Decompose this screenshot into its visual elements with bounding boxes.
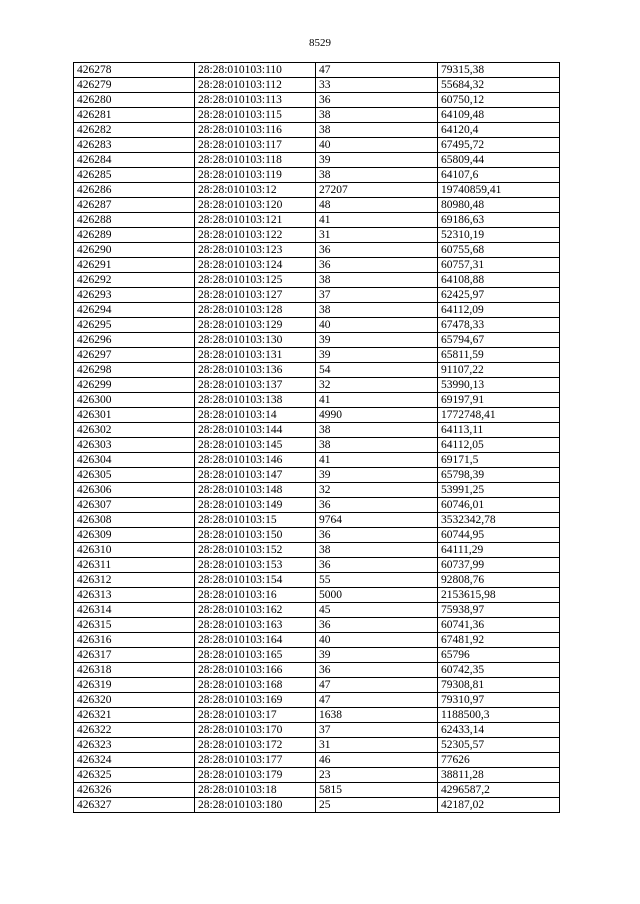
area-cell: 40 <box>316 633 438 648</box>
area-cell: 55 <box>316 573 438 588</box>
area-cell: 36 <box>316 258 438 273</box>
area-cell: 36 <box>316 558 438 573</box>
value-cell: 2153615,98 <box>438 588 560 603</box>
record-number-cell: 426308 <box>74 513 195 528</box>
table-row <box>74 798 560 813</box>
table-row <box>74 228 560 243</box>
value-cell: 60744,95 <box>438 528 560 543</box>
table-row <box>74 168 560 183</box>
area-cell: 47 <box>316 63 438 78</box>
cadastral-number-cell: 28:28:010103:168 <box>195 678 316 693</box>
table-row <box>74 498 560 513</box>
table-row <box>74 768 560 783</box>
cadastral-number-cell: 28:28:010103:144 <box>195 423 316 438</box>
value-cell: 60737,99 <box>438 558 560 573</box>
value-cell: 1188500,3 <box>438 708 560 723</box>
value-cell: 64113,11 <box>438 423 560 438</box>
value-cell: 67481,92 <box>438 633 560 648</box>
record-number-cell: 426320 <box>74 693 195 708</box>
table-row <box>74 273 560 288</box>
area-cell: 27207 <box>316 183 438 198</box>
area-cell: 38 <box>316 168 438 183</box>
value-cell: 91107,22 <box>438 363 560 378</box>
value-cell: 64112,09 <box>438 303 560 318</box>
table-row <box>74 153 560 168</box>
value-cell: 64111,29 <box>438 543 560 558</box>
value-cell: 69186,63 <box>438 213 560 228</box>
area-cell: 47 <box>316 693 438 708</box>
table-row <box>74 513 560 528</box>
record-number-cell: 426305 <box>74 468 195 483</box>
table-row <box>74 63 560 78</box>
value-cell: 65796 <box>438 648 560 663</box>
cadastral-number-cell: 28:28:010103:172 <box>195 738 316 753</box>
cadastral-number-cell: 28:28:010103:179 <box>195 768 316 783</box>
table-row <box>74 753 560 768</box>
record-number-cell: 426313 <box>74 588 195 603</box>
cadastral-number-cell: 28:28:010103:110 <box>195 63 316 78</box>
value-cell: 60755,68 <box>438 243 560 258</box>
record-number-cell: 426289 <box>74 228 195 243</box>
table-row <box>74 318 560 333</box>
record-number-cell: 426319 <box>74 678 195 693</box>
area-cell: 41 <box>316 213 438 228</box>
table-row <box>74 468 560 483</box>
value-cell: 79315,38 <box>438 63 560 78</box>
table-row <box>74 108 560 123</box>
record-number-cell: 426290 <box>74 243 195 258</box>
area-cell: 4990 <box>316 408 438 423</box>
record-number-cell: 426301 <box>74 408 195 423</box>
value-cell: 3532342,78 <box>438 513 560 528</box>
table-body <box>74 63 560 813</box>
record-number-cell: 426298 <box>74 363 195 378</box>
record-number-cell: 426314 <box>74 603 195 618</box>
value-cell: 92808,76 <box>438 573 560 588</box>
value-cell: 65794,67 <box>438 333 560 348</box>
value-cell: 64107,6 <box>438 168 560 183</box>
cadastral-number-cell: 28:28:010103:112 <box>195 78 316 93</box>
value-cell: 79308,81 <box>438 678 560 693</box>
area-cell: 23 <box>316 768 438 783</box>
value-cell: 69171,5 <box>438 453 560 468</box>
area-cell: 45 <box>316 603 438 618</box>
record-number-cell: 426303 <box>74 438 195 453</box>
table-row <box>74 303 560 318</box>
area-cell: 40 <box>316 318 438 333</box>
area-cell: 38 <box>316 543 438 558</box>
cadastral-number-cell: 28:28:010103:128 <box>195 303 316 318</box>
value-cell: 67478,33 <box>438 318 560 333</box>
record-number-cell: 426323 <box>74 738 195 753</box>
record-number-cell: 426327 <box>74 798 195 813</box>
record-number-cell: 426322 <box>74 723 195 738</box>
area-cell: 31 <box>316 228 438 243</box>
table-row <box>74 723 560 738</box>
cadastral-number-cell: 28:28:010103:136 <box>195 363 316 378</box>
area-cell: 54 <box>316 363 438 378</box>
cadastral-number-cell: 28:28:010103:116 <box>195 123 316 138</box>
record-number-cell: 426324 <box>74 753 195 768</box>
area-cell: 38 <box>316 423 438 438</box>
record-number-cell: 426302 <box>74 423 195 438</box>
area-cell: 38 <box>316 303 438 318</box>
value-cell: 60750,12 <box>438 93 560 108</box>
record-number-cell: 426317 <box>74 648 195 663</box>
record-number-cell: 426310 <box>74 543 195 558</box>
value-cell: 64120,4 <box>438 123 560 138</box>
cadastral-number-cell: 28:28:010103:147 <box>195 468 316 483</box>
value-cell: 19740859,41 <box>438 183 560 198</box>
table-row <box>74 558 560 573</box>
record-number-cell: 426311 <box>74 558 195 573</box>
value-cell: 42187,02 <box>438 798 560 813</box>
area-cell: 38 <box>316 123 438 138</box>
record-number-cell: 426306 <box>74 483 195 498</box>
area-cell: 39 <box>316 333 438 348</box>
table-row <box>74 603 560 618</box>
record-number-cell: 426284 <box>74 153 195 168</box>
cadastral-number-cell: 28:28:010103:17 <box>195 708 316 723</box>
record-number-cell: 426281 <box>74 108 195 123</box>
record-number-cell: 426304 <box>74 453 195 468</box>
cadastral-number-cell: 28:28:010103:169 <box>195 693 316 708</box>
record-number-cell: 426297 <box>74 348 195 363</box>
cadastral-number-cell: 28:28:010103:121 <box>195 213 316 228</box>
cadastral-number-cell: 28:28:010103:165 <box>195 648 316 663</box>
table-row <box>74 78 560 93</box>
record-number-cell: 426282 <box>74 123 195 138</box>
record-number-cell: 426325 <box>74 768 195 783</box>
cadastral-number-cell: 28:28:010103:145 <box>195 438 316 453</box>
table-row <box>74 288 560 303</box>
area-cell: 31 <box>316 738 438 753</box>
cadastral-number-cell: 28:28:010103:150 <box>195 528 316 543</box>
value-cell: 80980,48 <box>438 198 560 213</box>
table-row <box>74 588 560 603</box>
cadastral-number-cell: 28:28:010103:12 <box>195 183 316 198</box>
cadastral-number-cell: 28:28:010103:163 <box>195 618 316 633</box>
value-cell: 79310,97 <box>438 693 560 708</box>
area-cell: 39 <box>316 648 438 663</box>
cadastral-number-cell: 28:28:010103:177 <box>195 753 316 768</box>
table-row <box>74 708 560 723</box>
area-cell: 36 <box>316 618 438 633</box>
cadastral-number-cell: 28:28:010103:149 <box>195 498 316 513</box>
record-number-cell: 426307 <box>74 498 195 513</box>
table-row <box>74 348 560 363</box>
record-number-cell: 426291 <box>74 258 195 273</box>
cadastral-number-cell: 28:28:010103:148 <box>195 483 316 498</box>
record-number-cell: 426278 <box>74 63 195 78</box>
table-row <box>74 663 560 678</box>
value-cell: 64108,88 <box>438 273 560 288</box>
table-row <box>74 243 560 258</box>
cadastral-number-cell: 28:28:010103:153 <box>195 558 316 573</box>
value-cell: 65798,39 <box>438 468 560 483</box>
area-cell: 37 <box>316 723 438 738</box>
page-number: 8529 <box>309 37 331 49</box>
cadastral-number-cell: 28:28:010103:130 <box>195 333 316 348</box>
table-row <box>74 258 560 273</box>
cadastral-number-cell: 28:28:010103:119 <box>195 168 316 183</box>
cadastral-number-cell: 28:28:010103:113 <box>195 93 316 108</box>
value-cell: 75938,97 <box>438 603 560 618</box>
cadastral-number-cell: 28:28:010103:18 <box>195 783 316 798</box>
table-row <box>74 393 560 408</box>
table-row <box>74 783 560 798</box>
area-cell: 33 <box>316 78 438 93</box>
value-cell: 53991,25 <box>438 483 560 498</box>
cadastral-number-cell: 28:28:010103:125 <box>195 273 316 288</box>
table-row <box>74 198 560 213</box>
value-cell: 52310,19 <box>438 228 560 243</box>
value-cell: 1772748,41 <box>438 408 560 423</box>
cadastral-number-cell: 28:28:010103:129 <box>195 318 316 333</box>
area-cell: 36 <box>316 498 438 513</box>
table-row <box>74 693 560 708</box>
table-row <box>74 363 560 378</box>
cadastral-number-cell: 28:28:010103:131 <box>195 348 316 363</box>
value-cell: 52305,57 <box>438 738 560 753</box>
record-number-cell: 426286 <box>74 183 195 198</box>
table-row <box>74 678 560 693</box>
cadastral-number-cell: 28:28:010103:124 <box>195 258 316 273</box>
value-cell: 62425,97 <box>438 288 560 303</box>
area-cell: 9764 <box>316 513 438 528</box>
table-row <box>74 453 560 468</box>
table-row <box>74 543 560 558</box>
area-cell: 5815 <box>316 783 438 798</box>
table-row <box>74 333 560 348</box>
record-number-cell: 426316 <box>74 633 195 648</box>
table-row <box>74 618 560 633</box>
value-cell: 60742,35 <box>438 663 560 678</box>
record-number-cell: 426279 <box>74 78 195 93</box>
area-cell: 47 <box>316 678 438 693</box>
cadastral-number-cell: 28:28:010103:138 <box>195 393 316 408</box>
area-cell: 40 <box>316 138 438 153</box>
cadastral-number-cell: 28:28:010103:120 <box>195 198 316 213</box>
table-row <box>74 213 560 228</box>
area-cell: 41 <box>316 453 438 468</box>
record-number-cell: 426283 <box>74 138 195 153</box>
value-cell: 60746,01 <box>438 498 560 513</box>
area-cell: 32 <box>316 378 438 393</box>
table-row <box>74 423 560 438</box>
area-cell: 46 <box>316 753 438 768</box>
cadastral-number-cell: 28:28:010103:170 <box>195 723 316 738</box>
record-number-cell: 426296 <box>74 333 195 348</box>
record-number-cell: 426312 <box>74 573 195 588</box>
area-cell: 39 <box>316 348 438 363</box>
area-cell: 36 <box>316 243 438 258</box>
record-number-cell: 426326 <box>74 783 195 798</box>
record-number-cell: 426309 <box>74 528 195 543</box>
table-row <box>74 378 560 393</box>
table-row <box>74 123 560 138</box>
area-cell: 36 <box>316 93 438 108</box>
table-row <box>74 633 560 648</box>
value-cell: 77626 <box>438 753 560 768</box>
area-cell: 32 <box>316 483 438 498</box>
cadastral-number-cell: 28:28:010103:115 <box>195 108 316 123</box>
area-cell: 48 <box>316 198 438 213</box>
table-row <box>74 93 560 108</box>
table-row <box>74 528 560 543</box>
cadastral-number-cell: 28:28:010103:118 <box>195 153 316 168</box>
table-row <box>74 183 560 198</box>
cadastral-number-cell: 28:28:010103:166 <box>195 663 316 678</box>
table-row <box>74 483 560 498</box>
value-cell: 4296587,2 <box>438 783 560 798</box>
record-number-cell: 426300 <box>74 393 195 408</box>
cadastral-number-cell: 28:28:010103:127 <box>195 288 316 303</box>
value-cell: 65809,44 <box>438 153 560 168</box>
value-cell: 67495,72 <box>438 138 560 153</box>
cadastral-number-cell: 28:28:010103:152 <box>195 543 316 558</box>
value-cell: 53990,13 <box>438 378 560 393</box>
value-cell: 62433,14 <box>438 723 560 738</box>
record-number-cell: 426299 <box>74 378 195 393</box>
area-cell: 38 <box>316 108 438 123</box>
area-cell: 25 <box>316 798 438 813</box>
value-cell: 38811,28 <box>438 768 560 783</box>
cadastral-number-cell: 28:28:010103:122 <box>195 228 316 243</box>
cadastral-number-cell: 28:28:010103:117 <box>195 138 316 153</box>
record-number-cell: 426288 <box>74 213 195 228</box>
value-cell: 69197,91 <box>438 393 560 408</box>
area-cell: 39 <box>316 153 438 168</box>
record-number-cell: 426321 <box>74 708 195 723</box>
cadastral-number-cell: 28:28:010103:180 <box>195 798 316 813</box>
area-cell: 5000 <box>316 588 438 603</box>
table-row <box>74 408 560 423</box>
table-row <box>74 438 560 453</box>
cadastral-number-cell: 28:28:010103:137 <box>195 378 316 393</box>
area-cell: 41 <box>316 393 438 408</box>
cadastral-number-cell: 28:28:010103:154 <box>195 573 316 588</box>
value-cell: 65811,59 <box>438 348 560 363</box>
value-cell: 60757,31 <box>438 258 560 273</box>
cadastral-number-cell: 28:28:010103:14 <box>195 408 316 423</box>
area-cell: 36 <box>316 663 438 678</box>
record-number-cell: 426295 <box>74 318 195 333</box>
area-cell: 37 <box>316 288 438 303</box>
area-cell: 39 <box>316 468 438 483</box>
area-cell: 38 <box>316 438 438 453</box>
cadastral-number-cell: 28:28:010103:162 <box>195 603 316 618</box>
value-cell: 64109,48 <box>438 108 560 123</box>
record-number-cell: 426285 <box>74 168 195 183</box>
area-cell: 38 <box>316 273 438 288</box>
table-row <box>74 648 560 663</box>
value-cell: 55684,32 <box>438 78 560 93</box>
record-number-cell: 426294 <box>74 303 195 318</box>
table-row <box>74 138 560 153</box>
record-number-cell: 426287 <box>74 198 195 213</box>
record-number-cell: 426318 <box>74 663 195 678</box>
record-number-cell: 426280 <box>74 93 195 108</box>
cadastral-number-cell: 28:28:010103:16 <box>195 588 316 603</box>
cadastral-number-cell: 28:28:010103:164 <box>195 633 316 648</box>
record-number-cell: 426315 <box>74 618 195 633</box>
cadastral-number-cell: 28:28:010103:123 <box>195 243 316 258</box>
area-cell: 36 <box>316 528 438 543</box>
value-cell: 64112,05 <box>438 438 560 453</box>
record-number-cell: 426293 <box>74 288 195 303</box>
cadastral-number-cell: 28:28:010103:146 <box>195 453 316 468</box>
area-cell: 1638 <box>316 708 438 723</box>
record-number-cell: 426292 <box>74 273 195 288</box>
table-row <box>74 738 560 753</box>
value-cell: 60741,36 <box>438 618 560 633</box>
table-row <box>74 573 560 588</box>
data-table <box>73 62 560 813</box>
cadastral-number-cell: 28:28:010103:15 <box>195 513 316 528</box>
